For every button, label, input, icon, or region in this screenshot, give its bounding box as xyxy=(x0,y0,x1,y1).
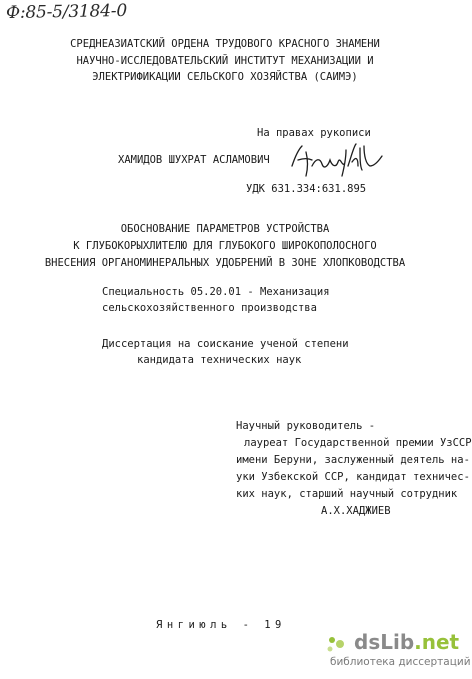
dslib-logo-tld: .net xyxy=(414,630,460,654)
supervisor-line: Научный руководитель - xyxy=(236,420,376,432)
title-line: ОБОСНОВАНИЕ ПАРАМЕТРОВ УСТРОЙСТВА xyxy=(120,223,330,235)
dslib-logo xyxy=(354,630,459,654)
degree-statement xyxy=(102,336,349,368)
supervisor-line: ких наук, старший научный сотрудник xyxy=(236,488,458,500)
title-line: ВНЕСЕНИЯ ОРГАНОМИНЕРАЛЬНЫХ УДОБРЕНИЙ В ЗОНЕ ХЛОПКОВОДСТВА xyxy=(44,257,406,269)
supervisor-name: А.Х.ХАДЖИЕВ xyxy=(321,505,391,517)
institute-line: НАУЧНО-ИССЛЕДОВАТЕЛЬСКИЙ ИНСТИТУТ МЕХАНИЗАЦИИ И xyxy=(76,54,374,67)
supervisor-line: лауреат Государственной премии УзССР xyxy=(244,437,472,449)
institute-line: СРЕДНЕАЗИАТСКИЙ ОРДЕНА ТРУДОВОГО КРАСНОГО ЗНАМЕНИ xyxy=(70,38,380,50)
dissertation-title xyxy=(0,221,450,272)
supervisor-line: имени Беруни, заслуженный деятель на- xyxy=(236,454,470,466)
udc-code: УДК 631.334:631.895 xyxy=(246,183,367,195)
city-year: Янгиюль - 19 xyxy=(156,619,286,631)
specialty-line: Специальность 05.20.01 - Механизация xyxy=(102,286,330,298)
handwritten-archive-number: Ф:85-5/3184-0 xyxy=(5,0,128,24)
dslib-logo-icon xyxy=(322,632,352,656)
specialty-line: сельскохозяйственного производства xyxy=(102,302,317,314)
dslib-watermark[interactable] xyxy=(320,628,471,676)
degree-line: кандидата технических наук xyxy=(137,354,302,366)
degree-line: Диссертация на соискание ученой степени xyxy=(102,338,349,350)
specialty xyxy=(102,284,330,316)
title-line: К ГЛУБОКОРЫХЛИТЕЛЮ ДЛЯ ГЛУБОКОГО ШИРОКОПОЛОСНОГО xyxy=(73,240,377,252)
dslib-logo-main: dsLib xyxy=(354,630,415,654)
supervisor xyxy=(236,418,472,520)
institute-header xyxy=(0,36,450,86)
author-signature xyxy=(286,136,386,186)
supervisor-line: уки Узбекской ССР, кандидат техничес- xyxy=(236,471,470,483)
manuscript-rights-note: На правах рукописи xyxy=(257,127,371,139)
dslib-tagline: библиотека диссертаций xyxy=(330,656,471,668)
institute-line: ЭЛЕКТРИФИКАЦИИ СЕЛЬСКОГО ХОЗЯЙСТВА (САИМЭ) xyxy=(92,71,358,83)
author-name: ХАМИДОВ ШУХРАТ АСЛАМОВИЧ xyxy=(118,154,270,166)
